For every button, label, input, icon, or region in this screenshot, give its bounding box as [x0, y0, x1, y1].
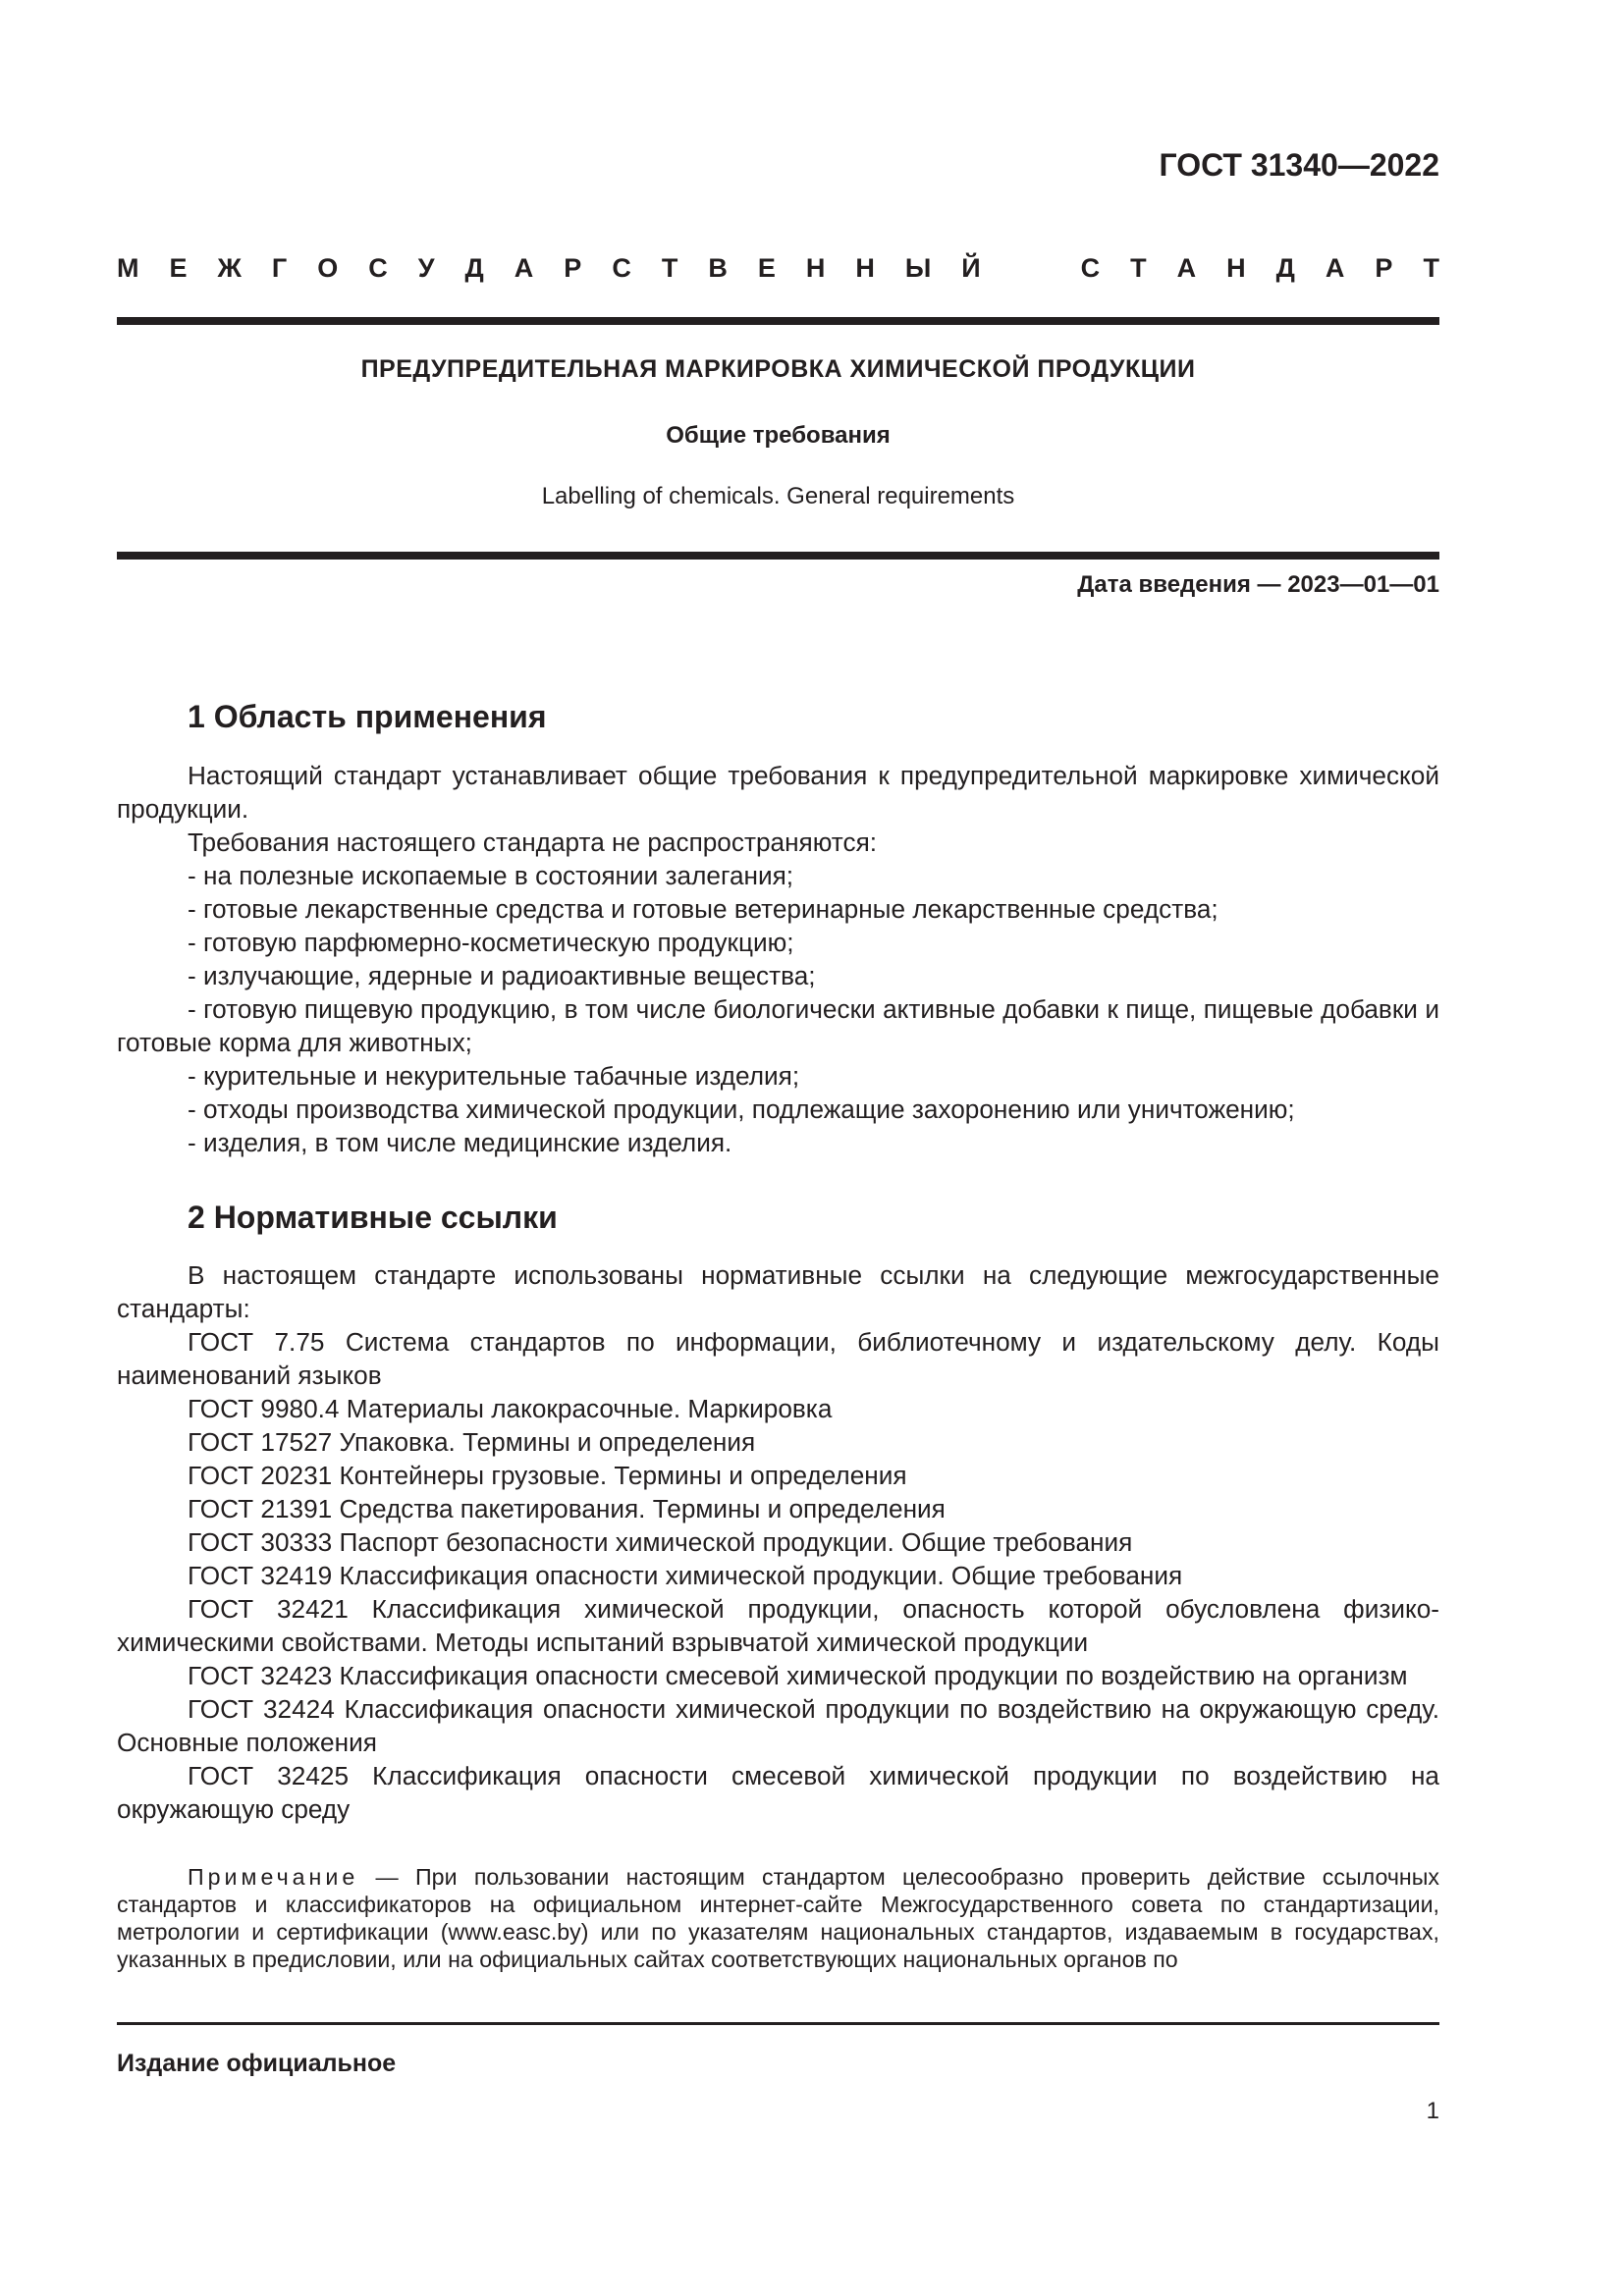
reference-item: ГОСТ 21391 Средства пакетирования. Термины и определения	[188, 1494, 946, 1523]
banner-letter: Р	[564, 253, 582, 283]
footer-divider	[117, 2022, 1439, 2025]
document-subtitle: Общие требования	[666, 422, 891, 449]
paragraph: Настоящий стандарт устанавливает общие требования к предупредительной маркировке химической продукции.	[117, 761, 1439, 824]
banner-letter: О	[317, 253, 339, 283]
banner-letter: Т	[1130, 253, 1147, 283]
section-1-heading: 1 Область применения	[188, 699, 547, 734]
introduction-date: Дата введения — 2023—01—01	[1077, 571, 1439, 598]
reference-item: ГОСТ 30333 Паспорт безопасности химической продукции. Общие требования	[188, 1527, 1133, 1557]
banner-letter: Ж	[217, 253, 242, 283]
banner-letter: С	[612, 253, 631, 283]
banner-letter: Н	[805, 253, 826, 283]
banner-letter: А	[1325, 253, 1345, 283]
banner-letter: Д	[1275, 253, 1295, 283]
banner-letter: Г	[271, 253, 288, 283]
banner-letter: Т	[661, 253, 678, 283]
banner-letter: Е	[757, 253, 776, 283]
banner-letter: Т	[1423, 253, 1439, 283]
paragraph: В настоящем стандарте использованы нормативные ссылки на следующие межгосударственные стандарты:	[117, 1260, 1439, 1323]
banner-letter: Е	[169, 253, 188, 283]
list-item: - на полезные ископаемые в состоянии залегания;	[188, 861, 794, 890]
banner-letter: Р	[1375, 253, 1393, 283]
banner-letter: А	[1176, 253, 1197, 283]
note-text: — При пользовании настоящим стандартом целесообразно проверить действие ссылочных стандартов и классификаторов на официальном интернет-сайте Межгосударственного совета по стандартизации, метрологии и сертификации (www.easc.by) или по указателям национальных стандартов, издаваемым в государствах, указанных в предисловии, или на официальных сайтах соответствующих национальных органов по	[117, 1864, 1439, 1972]
banner-word-gap	[1011, 253, 1051, 284]
note-paragraph	[117, 1863, 1439, 1973]
title-divider	[117, 552, 1439, 560]
banner-letter: С	[1080, 253, 1101, 283]
document-page	[117, 0, 1439, 2296]
banner-letter: Н	[1226, 253, 1246, 283]
banner-letter: А	[514, 253, 534, 283]
banner-letter: Й	[961, 253, 981, 283]
reference-item: ГОСТ 20231 Контейнеры грузовые. Термины и определения	[188, 1461, 907, 1490]
banner-letter: С	[368, 253, 388, 283]
list-item: - готовую пищевую продукцию, в том числе биологически активные добавки к пище, пищевые добавки и готовые корма для животных;	[117, 994, 1439, 1057]
header-divider	[117, 317, 1439, 325]
section-2-heading: 2 Нормативные ссылки	[188, 1200, 558, 1235]
banner-letter: Ы	[904, 253, 932, 283]
edition-label: Издание официальное	[117, 2050, 397, 2077]
reference-item: ГОСТ 9980.4 Материалы лакокрасочные. Маркировка	[188, 1394, 833, 1423]
banner-letter: Д	[464, 253, 484, 283]
list-item: - готовые лекарственные средства и готовые ветеринарные лекарственные средства;	[188, 894, 1218, 924]
note-block	[117, 1863, 1439, 1973]
page-number: 1	[1426, 2098, 1439, 2124]
banner-letter: Н	[855, 253, 875, 283]
paragraph: Требования настоящего стандарта не распространяются:	[188, 828, 878, 857]
section-2-body	[117, 1258, 1439, 1826]
reference-item: ГОСТ 32421 Классификация химической продукции, опасность которой обусловлена физико-химическими свойствами. Методы испытаний взрывчатой химической продукции	[117, 1594, 1439, 1657]
list-item: - изделия, в том числе медицинские изделия.	[188, 1128, 732, 1157]
note-label: Примечание	[188, 1864, 359, 1890]
section-1-body	[117, 759, 1439, 1159]
list-item: - излучающие, ядерные и радиоактивные вещества;	[188, 961, 816, 990]
banner-letter: В	[708, 253, 728, 283]
reference-item: ГОСТ 17527 Упаковка. Термины и определения	[188, 1427, 756, 1457]
reference-item: ГОСТ 32419 Классификация опасности химической продукции. Общие требования	[188, 1561, 1183, 1590]
document-title: ПРЕДУПРЕДИТЕЛЬНАЯ МАРКИРОВКА ХИМИЧЕСКОЙ ПРОДУКЦИИ	[360, 355, 1196, 383]
reference-item: ГОСТ 32424 Классификация опасности химической продукции по воздействию на окружающую среду. Основные положения	[117, 1694, 1439, 1757]
gost-number: ГОСТ 31340—2022	[1159, 147, 1439, 183]
banner-letter: У	[417, 253, 435, 283]
reference-item: ГОСТ 7.75 Система стандартов по информации, библиотечному и издательскому делу. Коды наименований языков	[117, 1327, 1439, 1390]
english-title: Labelling of chemicals. General requirements	[541, 483, 1015, 509]
list-item: - курительные и некурительные табачные изделия;	[188, 1061, 800, 1091]
list-item: - готовую парфюмерно-косметическую продукцию;	[188, 928, 794, 957]
list-item: - отходы производства химической продукции, подлежащие захоронению или уничтожению;	[188, 1095, 1295, 1124]
banner-letter: М	[117, 253, 139, 283]
reference-item: ГОСТ 32423 Классификация опасности смесевой химической продукции по воздействию на организм	[188, 1661, 1408, 1690]
reference-item: ГОСТ 32425 Классификация опасности смесевой химической продукции по воздействию на окружающую среду	[117, 1761, 1439, 1824]
standard-type-banner	[117, 253, 1439, 284]
